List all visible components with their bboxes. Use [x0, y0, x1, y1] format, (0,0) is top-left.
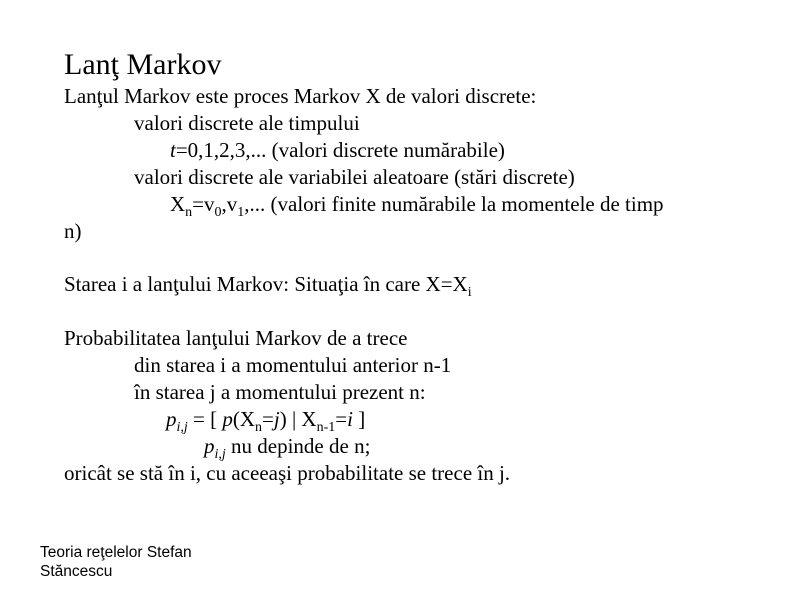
independence-text: nu depinde de n;: [225, 434, 371, 458]
xn-n-subscript: n: [185, 205, 193, 220]
formula-j: j: [273, 407, 280, 431]
intro-line: Lanţul Markov este proces Markov X de valori discrete:: [64, 84, 537, 108]
xn-comma-v: ,v: [221, 192, 238, 216]
formula-n-minus-1-subscript: n-1: [316, 420, 336, 435]
probability-formula: [166, 406, 366, 435]
probability-line2: din starea i a momentului anterior n-1: [134, 353, 452, 377]
time-values-line: valori discrete ale timpului: [134, 111, 360, 135]
formula-close: ]: [352, 407, 366, 431]
state-subscript: i: [467, 285, 472, 300]
formula-eq-open: = [: [187, 407, 223, 431]
formula-i: i: [347, 407, 353, 431]
state-text: Starea i a lanţului Markov: Situaţia în care X=X: [64, 272, 468, 296]
xn-eq-v: =v: [192, 192, 215, 216]
random-variable-line: valori discrete ale variabilei aleatoare (stări discrete): [134, 165, 575, 189]
v1-subscript: 1: [237, 205, 245, 220]
formula-paren-x: (X: [232, 407, 256, 431]
formula-eq: =: [262, 407, 274, 431]
footer: [40, 543, 192, 581]
independence-p: p: [204, 434, 215, 458]
probability-line1: Probabilitatea lanţului Markov de a trece: [64, 326, 408, 350]
formula-p2: p: [222, 407, 233, 431]
formula-ij-subscript: i,j: [176, 420, 188, 435]
t-variable: t: [170, 138, 176, 162]
independence-ij-subscript: i,j: [214, 447, 226, 462]
formula-p: p: [166, 407, 177, 431]
xn-x: X: [170, 192, 186, 216]
xn-rest: ,... (valori finite numărabile la momentele de timp: [244, 192, 664, 216]
conclusion-line: oricât se stă în i, cu aceeaşi probabilitate se trece în j.: [64, 461, 511, 485]
v0-subscript: 0: [214, 205, 222, 220]
t-values-text: =0,1,2,3,... (valori discrete numărabile): [175, 138, 505, 162]
xn-wrap: n): [64, 219, 82, 243]
probability-line3: în starea j a momentului prezent n:: [134, 380, 426, 404]
footer-line1: Teoria reţelelor Stefan: [40, 544, 192, 561]
footer-line2: Stăncescu: [40, 563, 113, 580]
t-values-line: [170, 137, 505, 163]
state-line: [64, 271, 472, 300]
formula-eq2: =: [335, 407, 348, 431]
independence-line: [204, 433, 371, 462]
slide-title: Lanţ Markov: [64, 48, 222, 81]
formula-n-subscript: n: [255, 420, 263, 435]
xn-line: [170, 191, 664, 220]
formula-close-bar-x: ) | X: [279, 407, 317, 431]
